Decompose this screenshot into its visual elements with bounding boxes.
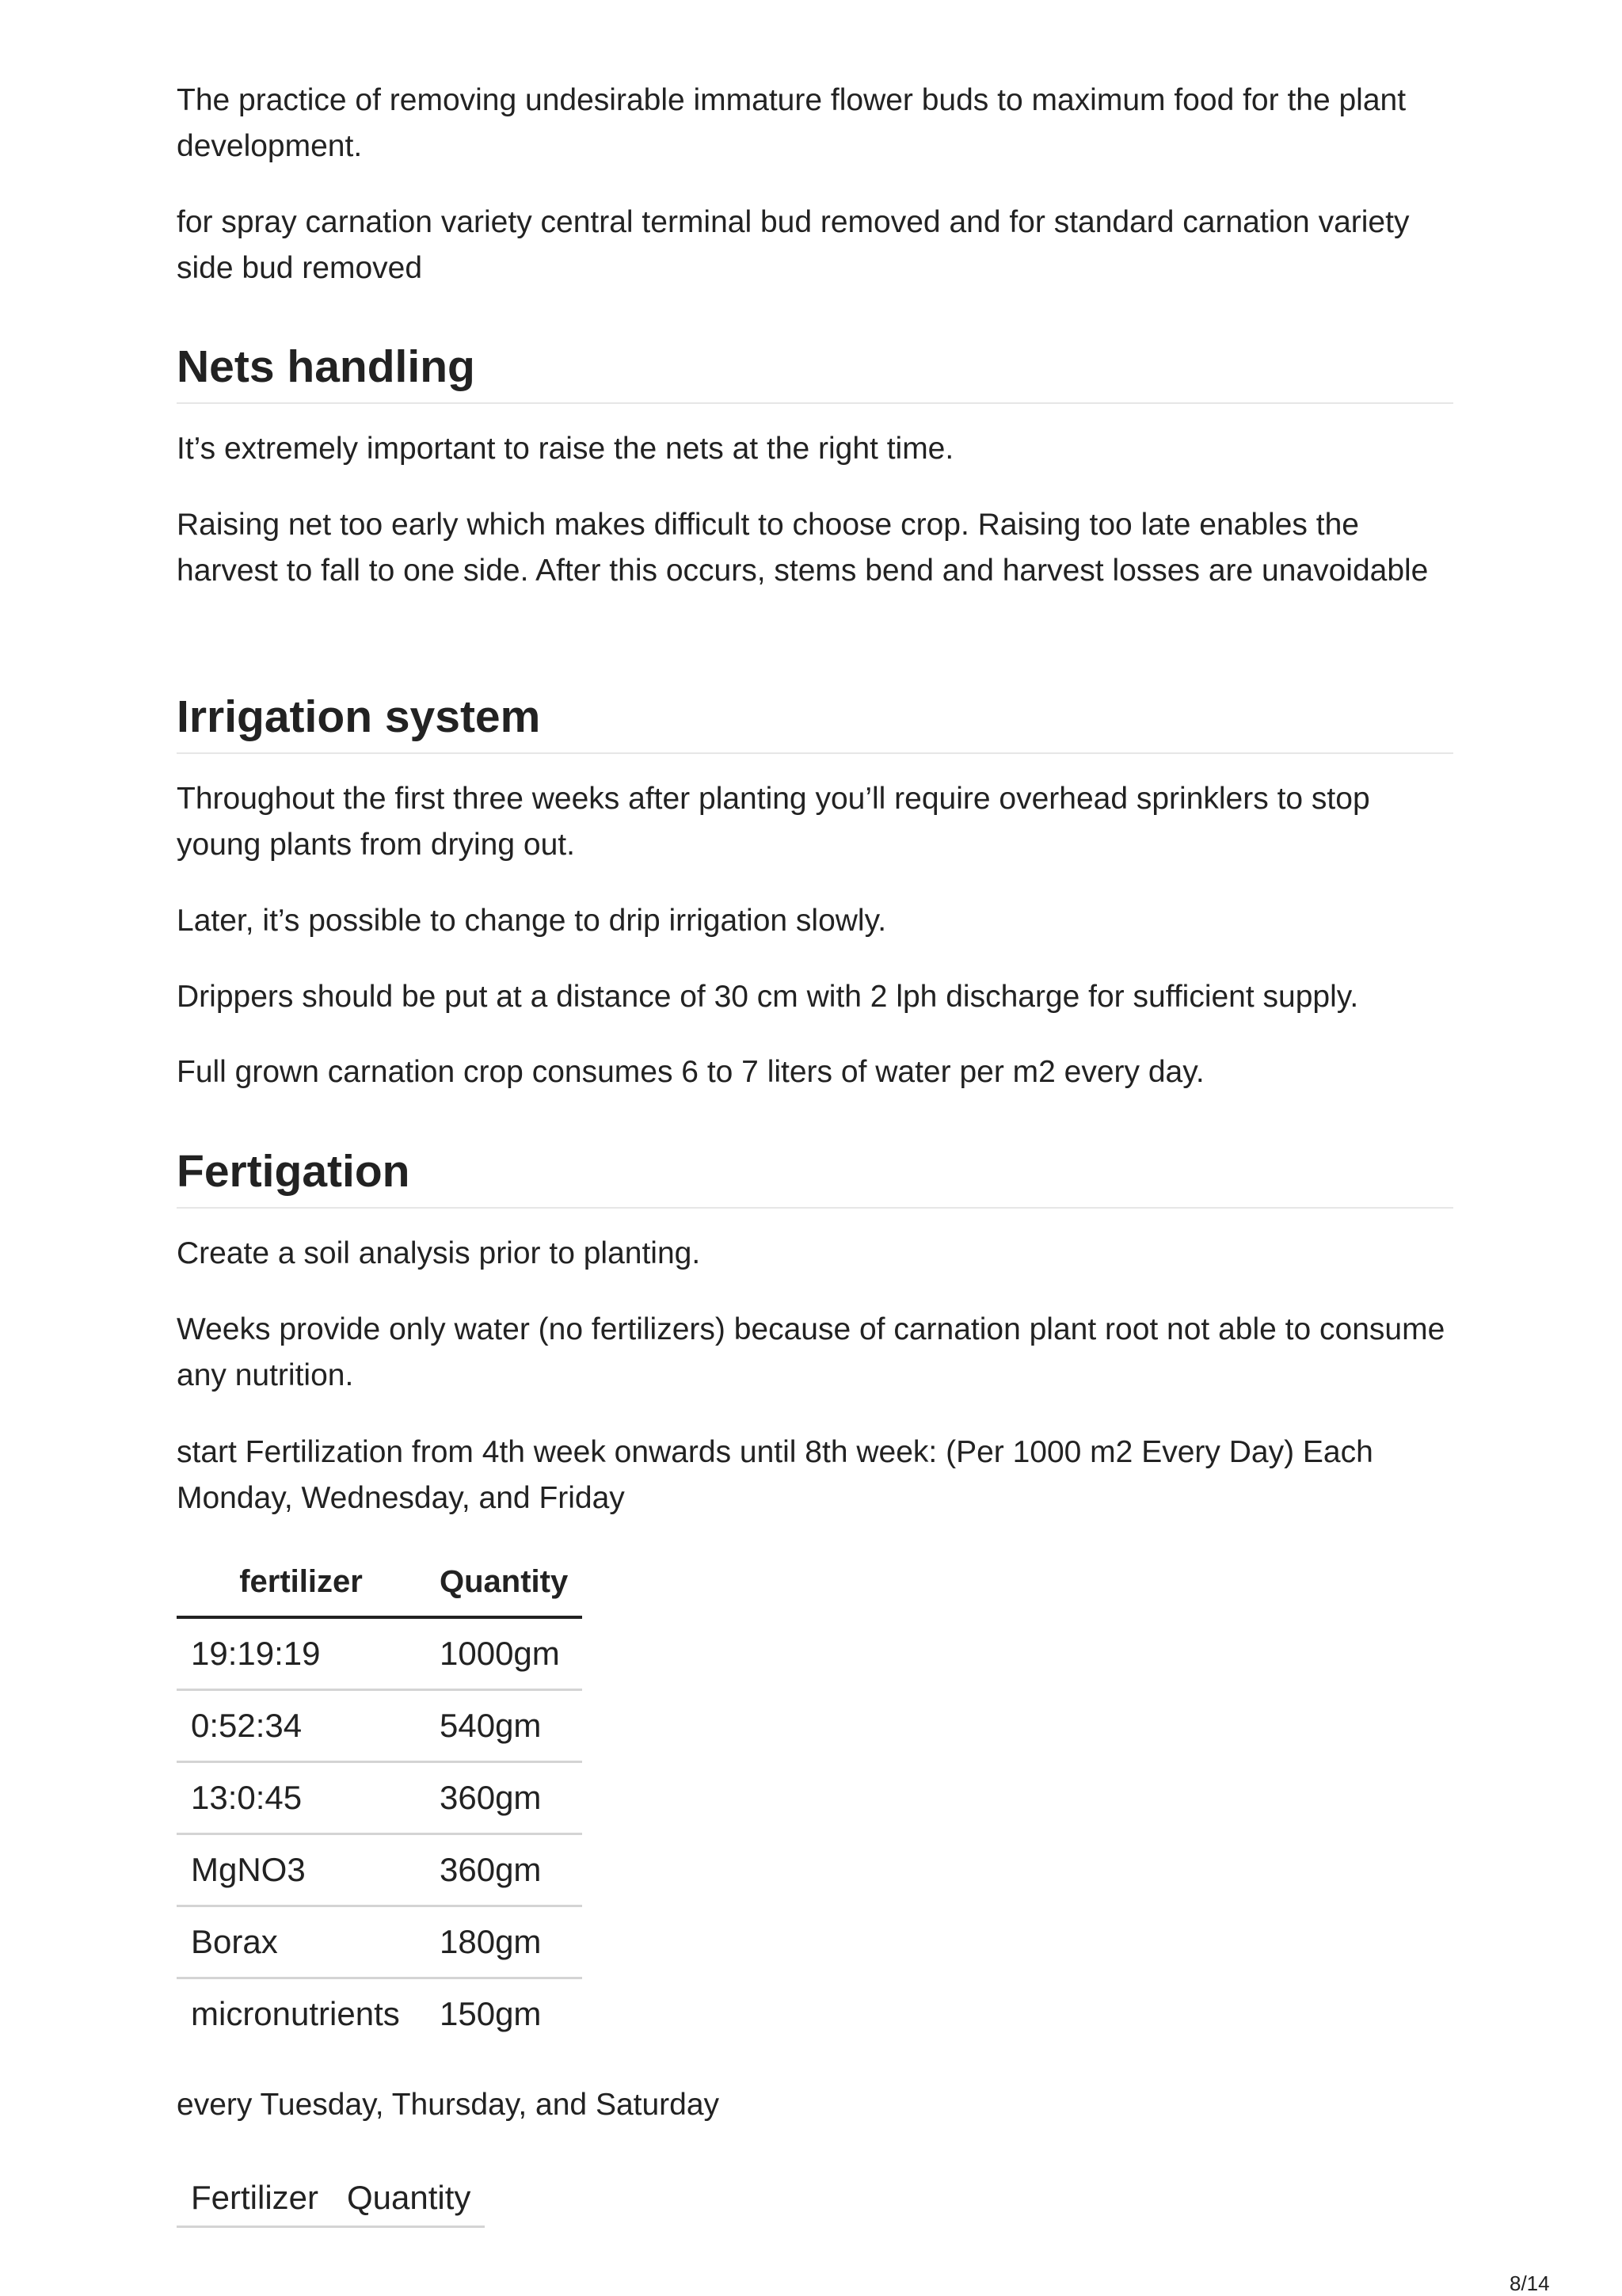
column-header-fertilizer: Fertilizer <box>177 2170 333 2227</box>
table-row <box>177 1690 582 1762</box>
fertilizer-table-mwf <box>177 1556 582 2049</box>
table-cell-fertilizer: micronutrients <box>191 1995 400 2032</box>
table-cell-quantity: 1000gm <box>425 1617 582 1690</box>
table-row <box>177 1617 582 1690</box>
table-row <box>177 1978 582 2050</box>
paragraph-raising-timing: Raising net too early which makes difficult to choose crop. Raising too late enables the harvest to fall to one side. After this occurs, stems bend and harvest losses are unavoidable <box>177 508 1429 588</box>
table-cell-fertilizer: 0:52:34 <box>177 1690 425 1762</box>
heading-fertigation: Fertigation <box>177 1144 1453 1209</box>
heading-nets-handling: Nets handling <box>177 339 1453 404</box>
table-cell-quantity: 360gm <box>425 1834 582 1906</box>
page-number: 8/14 <box>1510 2271 1550 2295</box>
table-cell-quantity: 360gm <box>425 1762 582 1834</box>
paragraph-water-only: Weeks provide only water (no fertilizers) because of carnation plant root not able to consume any nutrition. <box>177 1312 1445 1392</box>
column-header-fertilizer: fertilizer <box>177 1556 425 1617</box>
table-cell-quantity: 180gm <box>425 1906 582 1978</box>
paragraph-fertilization-schedule: start Fertilization from 4th week onwards until 8th week: (Per 1000 m2 Every Day) Each Monday, Wednesday, and Friday <box>177 1435 1373 1515</box>
paragraph-raise-nets: It’s extremely important to raise the nets at the right time. <box>177 432 954 466</box>
paragraph-sprinklers: Throughout the first three weeks after planting you’ll require overhead sprinklers to stop young plants from drying out. <box>177 782 1370 862</box>
paragraph-water-consumption: Full grown carnation crop consumes 6 to 7 liters of water per m2 every day. <box>177 1055 1205 1089</box>
table-cell-fertilizer: 13:0:45 <box>177 1762 425 1834</box>
table-cell-quantity: 150gm <box>440 1995 542 2032</box>
paragraph-disbudding: The practice of removing undesirable immature flower buds to maximum food for the plant development. <box>177 83 1407 163</box>
paragraph-drip-irrigation: Later, it’s possible to change to drip irrigation slowly. <box>177 904 887 938</box>
paragraph-drippers: Drippers should be put at a distance of 30 cm with 2 lph discharge for sufficient supply. <box>177 980 1359 1014</box>
table-header-row <box>177 2170 485 2227</box>
table-row <box>177 1762 582 1834</box>
fertilizer-table-tts <box>177 2170 485 2228</box>
column-header-quantity: Quantity <box>333 2170 485 2227</box>
table-row <box>177 1906 582 1978</box>
table-row <box>177 1834 582 1906</box>
column-header-quantity: Quantity <box>425 1556 582 1617</box>
table-cell-fertilizer: Borax <box>177 1906 425 1978</box>
paragraph-bud-removal: for spray carnation variety central terminal bud removed and for standard carnation variety side bud removed <box>177 205 1410 285</box>
table-cell-fertilizer: 19:19:19 <box>177 1617 425 1690</box>
table-header-row <box>177 1556 582 1617</box>
paragraph-soil-analysis: Create a soil analysis prior to planting. <box>177 1236 701 1270</box>
table-cell-fertilizer: MgNO3 <box>177 1834 425 1906</box>
paragraph-tts-schedule: every Tuesday, Thursday, and Saturday <box>177 2088 720 2122</box>
table-cell-quantity: 540gm <box>425 1690 582 1762</box>
heading-irrigation-system: Irrigation system <box>177 689 1453 754</box>
